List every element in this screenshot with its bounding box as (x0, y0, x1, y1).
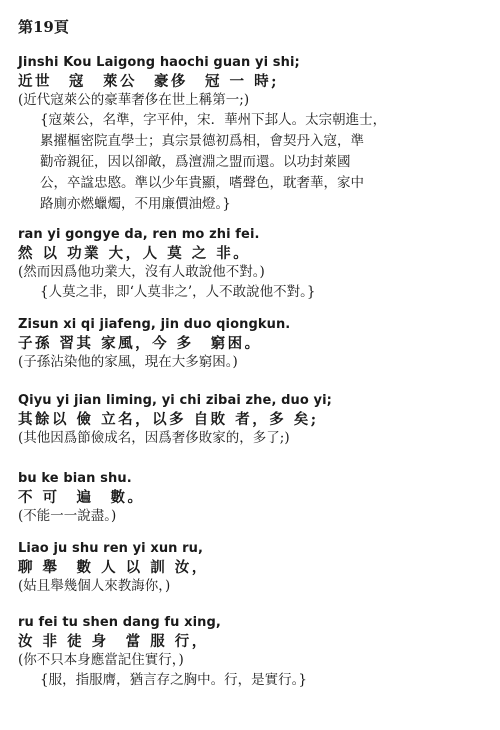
translation-line: (近代寇萊公的豪華奢侈在世上稱第一;) (18, 92, 250, 108)
hanzi-line: 子孫 習其 家風，今 多 窮困。 (18, 335, 262, 352)
hanzi-line: 汝 非 徒 身 當 服 行， (18, 633, 209, 650)
pinyin-line: ran yi gongye da, ren mo zhi fei. (18, 227, 260, 242)
translation-line: (你不只本身應當記住實行，) (18, 652, 184, 668)
annotation-note: {服，指服膺，猶言存之胸中。行，是實行。} (40, 672, 307, 688)
hanzi-line: 聊 舉 數 人 以 訓 汝， (18, 559, 209, 576)
pinyin-line: Jinshi Kou Laigong haochi guan yi shi; (18, 55, 300, 70)
verse-section-4 (18, 392, 488, 448)
translation-line: (姑且舉幾個人來教誨你，) (18, 578, 171, 594)
hanzi-line: 近世 寇 萊公 豪侈 冠 一 時; (18, 73, 279, 90)
page-number: 第19頁 (18, 18, 69, 36)
verse-section-1 (18, 54, 488, 215)
hanzi-line: 其餘以 儉 立名，以多 自敗 者，多 矣; (18, 411, 319, 428)
annotation-note: {人莫之非，即‘人莫非之’，人不敢說他不對。} (40, 284, 316, 300)
verse-section-2 (18, 226, 488, 303)
pinyin-line: Qiyu yi jian liming, yi chi zibai zhe, duo yi; (18, 393, 332, 408)
pinyin-line: Zisun xi qi jiafeng, jin duo qiongkun. (18, 317, 291, 332)
translation-line: (不能一一說盡。) (18, 508, 117, 524)
translation-line: (其他因爲節儉成名，因爲奢侈敗家的，多了;) (18, 430, 290, 446)
hanzi-line: 然 以 功業 大，人 莫 之 非。 (18, 245, 251, 262)
verse-section-6 (18, 540, 488, 596)
verse-section-5 (18, 470, 488, 526)
translation-line: (子孫沾染他的家風，現在大多窮困。) (18, 354, 238, 370)
verse-section-3 (18, 316, 488, 372)
pinyin-line: Liao ju shu ren yi xun ru, (18, 541, 204, 556)
pinyin-line: bu ke bian shu. (18, 471, 132, 486)
annotation-note: {寇萊公，名準，字平仲，宋．華州下邽人。太宗朝進士， 累擢樞密院直學士；真宗景德初爲相，會契丹入寇，準 勸帝親征，因以卻敵，爲澶淵之盟而還。以功封萊國 公，卒諡忠愍。準以少年貴顯，嗜聲色，耽奢華，家中 路廁亦燃蠟燭，不用廉價油燈。} (40, 112, 387, 212)
translation-line: (然而因爲他功業大，沒有人敢說他不對。) (18, 264, 265, 280)
verse-section-7 (18, 614, 488, 691)
pinyin-line: ru fei tu shen dang fu xing, (18, 615, 221, 630)
hanzi-line: 不 可 遍 數。 (18, 489, 145, 506)
